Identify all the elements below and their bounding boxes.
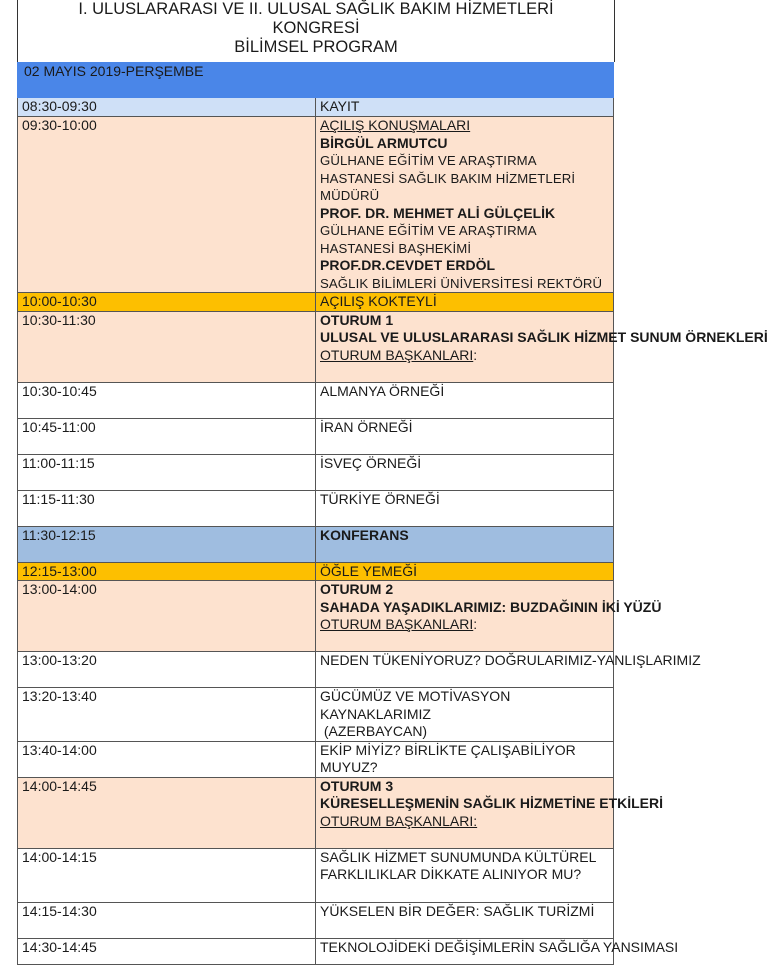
chairs-label: OTURUM BAŞKANLARI <box>320 346 474 363</box>
time-cell: 12:15-13:00 <box>18 562 316 581</box>
congress-title-line1: I. ULUSLARARASI VE II. ULUSAL SAĞLIK BAKIM HİZMETLERİ <box>78 0 554 18</box>
session-cell <box>316 777 664 848</box>
item-cell: İSVEÇ ÖRNEĞİ <box>316 454 614 490</box>
program-header <box>17 0 615 62</box>
time-cell: 14:00-14:45 <box>18 777 316 848</box>
session-topic: KÜRESELLEŞMENİN SAĞLIK HİZMETİNE ETKİLERİ <box>320 795 664 811</box>
item-subtitle: (AZERBAYCAN) <box>320 723 428 739</box>
table-row <box>18 311 614 382</box>
opening-speeches-title: AÇILIŞ KONUŞMALARI <box>320 117 471 133</box>
table-row <box>18 418 614 454</box>
time-cell: 10:45-11:00 <box>18 418 316 454</box>
chairs-colon: : <box>473 346 478 363</box>
item-cell: TEKNOLOJİDEKİ DEĞİŞİMLERİN SAĞLIĞA YANSIMASI <box>316 938 614 964</box>
table-row <box>18 938 614 964</box>
session-label: OTURUM 3 <box>320 777 394 794</box>
program-title: BİLİMSEL PROGRAM <box>234 38 398 56</box>
speaker-role: GÜLHANE EĞİTİM VE ARAŞTIRMA HASTANESİ SAĞLIK BAKIM HİZMETLERİ MÜDÜRÜ <box>320 153 576 203</box>
table-row <box>18 454 614 490</box>
program-table <box>17 62 768 965</box>
item-cell: TÜRKİYE ÖRNEĞİ <box>316 490 614 526</box>
time-cell: 08:30-09:30 <box>18 98 316 117</box>
table-row <box>18 526 614 562</box>
time-cell: 14:15-14:30 <box>18 902 316 938</box>
opening-speeches-cell <box>316 117 614 293</box>
time-cell: 13:40-14:00 <box>18 741 316 777</box>
time-cell: 10:00-10:30 <box>18 293 316 312</box>
session-chairs <box>320 347 609 365</box>
table-row <box>18 98 614 117</box>
item-cell: YÜKSELEN BİR DEĞER: SAĞLIK TURİZMİ <box>316 902 614 938</box>
session-chairs: OTURUM BAŞKANLARI: <box>320 812 478 829</box>
item-cell: EKİP MİYİZ? BİRLİKTE ÇALIŞABİLİYOR MUYUZ? <box>316 741 614 777</box>
date-row <box>18 63 614 98</box>
session-cell <box>316 581 662 652</box>
time-cell: 14:30-14:45 <box>18 938 316 964</box>
item-cell: KAYIT <box>316 98 614 117</box>
session-topic: ULUSAL VE ULUSLARARASI SAĞLIK HİZMET SUNUM ÖRNEKLERİ <box>320 329 768 345</box>
time-cell: 13:00-13:20 <box>18 652 316 688</box>
table-row <box>18 777 614 848</box>
item-cell: SAĞLIK HİZMET SUNUMUNDA KÜLTÜREL FARKLILIKLAR DİKKATE ALINIYOR MU? <box>316 848 614 902</box>
time-cell: 11:30-12:15 <box>18 526 316 562</box>
table-row <box>18 652 614 688</box>
item-cell: NEDEN TÜKENİYORUZ? DOĞRULARIMIZ-YANLIŞLARIMIZ <box>316 652 614 688</box>
time-cell: 13:20-13:40 <box>18 688 316 742</box>
chairs-label: OTURUM BAŞKANLARI <box>320 616 474 632</box>
chairs-colon: : <box>473 616 478 632</box>
item-cell <box>316 688 614 742</box>
speaker-name: PROF. DR. MEHMET ALİ GÜLÇELİK <box>320 204 556 221</box>
table-row <box>18 382 614 418</box>
table-row <box>18 490 614 526</box>
speaker-role: GÜLHANE EĞİTİM VE ARAŞTIRMA HASTANESİ BAŞHEKİMİ <box>320 223 536 256</box>
item-cell: ÖĞLE YEMEĞİ <box>316 562 614 581</box>
item-cell: ALMANYA ÖRNEĞİ <box>316 382 614 418</box>
time-cell: 13:00-14:00 <box>18 581 316 652</box>
time-cell: 11:15-11:30 <box>18 490 316 526</box>
table-row <box>18 581 614 652</box>
time-cell: 11:00-11:15 <box>18 454 316 490</box>
item-title: GÜCÜMÜZ VE MOTİVASYON KAYNAKLARIMIZ <box>320 688 511 722</box>
session-topic: SAHADA YAŞADIKLARIMIZ: BUZDAĞININ İKİ YÜZÜ <box>320 598 662 615</box>
table-row <box>18 902 614 938</box>
table-row <box>18 117 614 293</box>
table-row <box>18 293 614 312</box>
date-label: 02 MAYIS 2019-PERŞEMBE <box>18 63 614 98</box>
speaker-name: PROF.DR.CEVDET ERDÖL <box>320 257 496 273</box>
time-cell: 10:30-11:30 <box>18 311 316 382</box>
table-row <box>18 688 614 742</box>
time-cell: 10:30-10:45 <box>18 382 316 418</box>
session-chairs <box>320 616 609 634</box>
time-cell: 14:00-14:15 <box>18 848 316 902</box>
table-row <box>18 562 614 581</box>
speaker-role: SAĞLIK BİLİMLERİ ÜNİVERSİTESİ REKTÖRÜ <box>320 275 603 291</box>
session-cell <box>316 311 768 382</box>
item-cell: KONFERANS <box>316 526 614 562</box>
speaker-name: BİRGÜL ARMUTCU <box>320 134 448 151</box>
session-label: OTURUM 1 <box>320 311 394 328</box>
table-row <box>18 848 614 902</box>
item-cell: İRAN ÖRNEĞİ <box>316 418 614 454</box>
congress-title-line2: KONGRESİ <box>272 19 360 37</box>
time-cell: 09:30-10:00 <box>18 117 316 293</box>
table-row <box>18 741 614 777</box>
item-cell: AÇILIŞ KOKTEYLİ <box>316 293 614 312</box>
session-label: OTURUM 2 <box>320 581 394 597</box>
